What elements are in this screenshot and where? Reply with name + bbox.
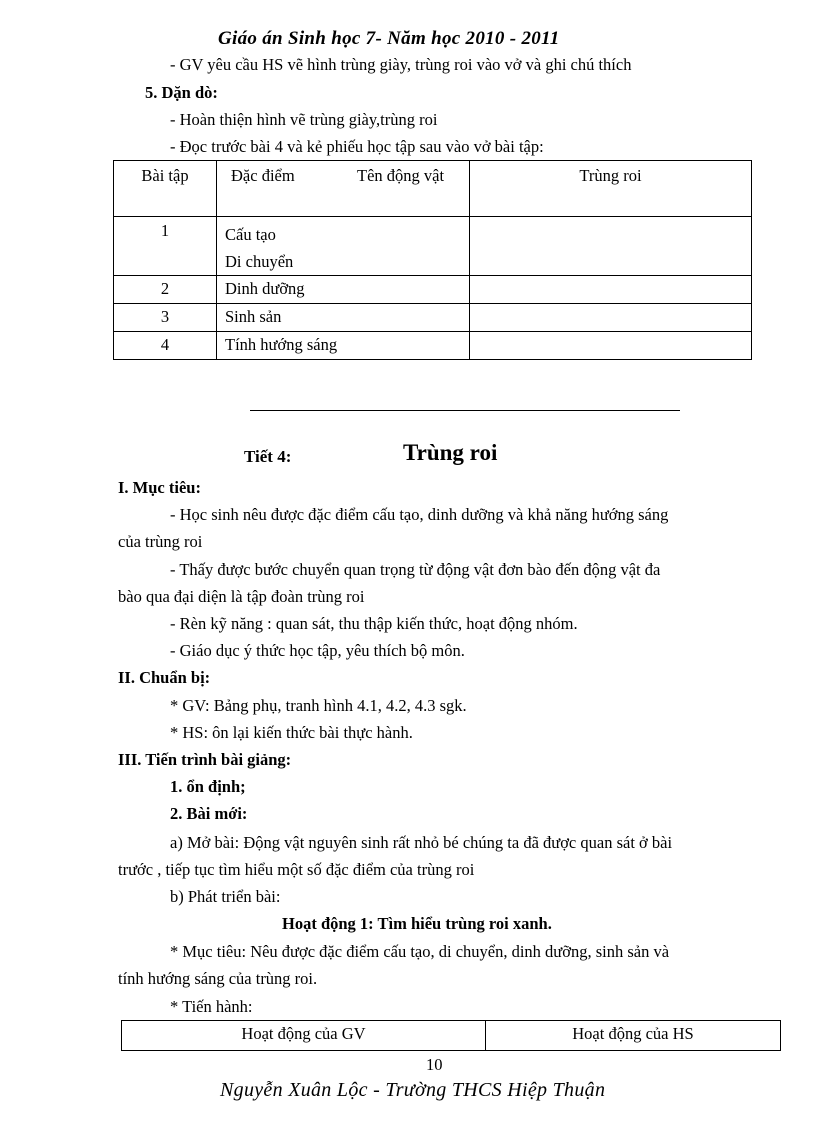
dan-do-item-1: - Hoàn thiện hình vẽ trùng giày,trùng roi	[170, 110, 438, 129]
table-row	[114, 217, 752, 276]
row-answer-cell	[470, 217, 752, 276]
activity-header-row	[122, 1021, 781, 1051]
row-feature-line: Tính hướng sáng	[217, 332, 470, 360]
bai-moi-heading: 2. Bài mới:	[170, 804, 248, 823]
hoat-dong-1-heading: Hoạt động 1: Tìm hiểu trùng roi xanh.	[282, 914, 552, 933]
on-dinh-heading: 1. ổn định;	[170, 777, 246, 796]
section-separator	[250, 410, 680, 411]
table-row	[114, 276, 752, 304]
header-ten-dong-vat: Tên động vật	[357, 166, 445, 185]
row-number: 2	[114, 276, 217, 304]
lesson-title: Trùng roi	[403, 440, 498, 465]
chuan-bi-hs: * HS: ôn lại kiến thức bài thực hành.	[170, 723, 413, 742]
row-answer-cell	[470, 304, 752, 332]
muc-tieu-line: - Giáo dục ý thức học tập, yêu thích bộ môn.	[170, 641, 465, 660]
page-header-title: Giáo án Sinh học 7- Năm học 2010 - 2011	[218, 28, 560, 49]
table-header-row	[114, 161, 752, 217]
chuan-bi-heading: II. Chuẩn bị:	[118, 668, 211, 687]
row-feature-line: Dinh dưỡng	[217, 276, 470, 304]
gv-instruction-line: - GV yêu cầu HS vẽ hình trùng giày, trùng roi vào vở và ghi chú thích	[170, 55, 632, 74]
chuan-bi-gv: * GV: Bảng phụ, tranh hình 4.1, 4.2, 4.3 sgk.	[170, 696, 467, 715]
activity-table	[121, 1020, 781, 1051]
row-number: 1	[114, 217, 217, 276]
tien-hanh: * Tiến hành:	[170, 997, 253, 1016]
header-hoat-dong-hs: Hoạt động của HS	[486, 1021, 781, 1051]
header-trung-roi: Trùng roi	[470, 161, 752, 217]
row-feature-line: Sinh sản	[217, 304, 470, 332]
table-row	[114, 332, 752, 360]
row-number: 3	[114, 304, 217, 332]
muc-tieu-line: - Thấy được bước chuyển quan trọng từ động vật đơn bào đến động vật đa	[170, 560, 661, 579]
dan-do-item-2: - Đọc trước bài 4 và kẻ phiếu học tập sau vào vở bài tập:	[170, 137, 544, 156]
page-footer-author: Nguyễn Xuân Lộc - Trường THCS Hiệp Thuận	[220, 1079, 606, 1101]
row-feature-line: Di chuyển	[225, 252, 294, 271]
header-hoat-dong-gv: Hoạt động của GV	[122, 1021, 486, 1051]
dan-do-heading: 5. Dặn dò:	[145, 83, 218, 102]
row-answer-cell	[470, 332, 752, 360]
muc-tieu-line: bào qua đại diện là tập đoàn trùng roi	[118, 587, 365, 606]
header-bai-tap: Bài tập	[114, 161, 217, 217]
phat-trien-bai: b) Phát triển bài:	[170, 887, 281, 906]
worksheet-table	[113, 160, 752, 360]
row-answer-cell	[470, 276, 752, 304]
muc-tieu-line: - Học sinh nêu được đặc điểm cấu tạo, dinh dưỡng và khả năng hướng sáng	[170, 505, 669, 524]
muc-tieu-line: - Rèn kỹ năng : quan sát, thu thập kiến thức, hoạt động nhóm.	[170, 614, 578, 633]
page-number: 10	[426, 1055, 443, 1074]
header-dac-diem-ten-dong-vat	[217, 161, 470, 217]
row-number: 4	[114, 332, 217, 360]
row-feature-line: Cấu tạo	[225, 225, 276, 244]
hoat-dong-muc-tieu-line: * Mục tiêu: Nêu được đặc điểm cấu tạo, di chuyển, dinh dưỡng, sinh sản và	[170, 942, 670, 961]
muc-tieu-line: của trùng roi	[118, 532, 203, 551]
row-feature	[217, 217, 470, 276]
tien-trinh-heading: III. Tiến trình bài giảng:	[118, 750, 292, 769]
table-row	[114, 304, 752, 332]
header-dac-diem: Đặc điểm	[231, 166, 295, 185]
hoat-dong-muc-tieu-line: tính hướng sáng của trùng roi.	[118, 969, 318, 988]
mo-bai-line: a) Mở bài: Động vật nguyên sinh rất nhỏ bé chúng ta đã được quan sát ở bài	[170, 833, 673, 852]
lesson-period: Tiết 4:	[244, 447, 292, 466]
mo-bai-line: trước , tiếp tục tìm hiểu một số đặc điểm của trùng roi	[118, 860, 475, 879]
muc-tieu-heading: I. Mục tiêu:	[118, 478, 201, 497]
